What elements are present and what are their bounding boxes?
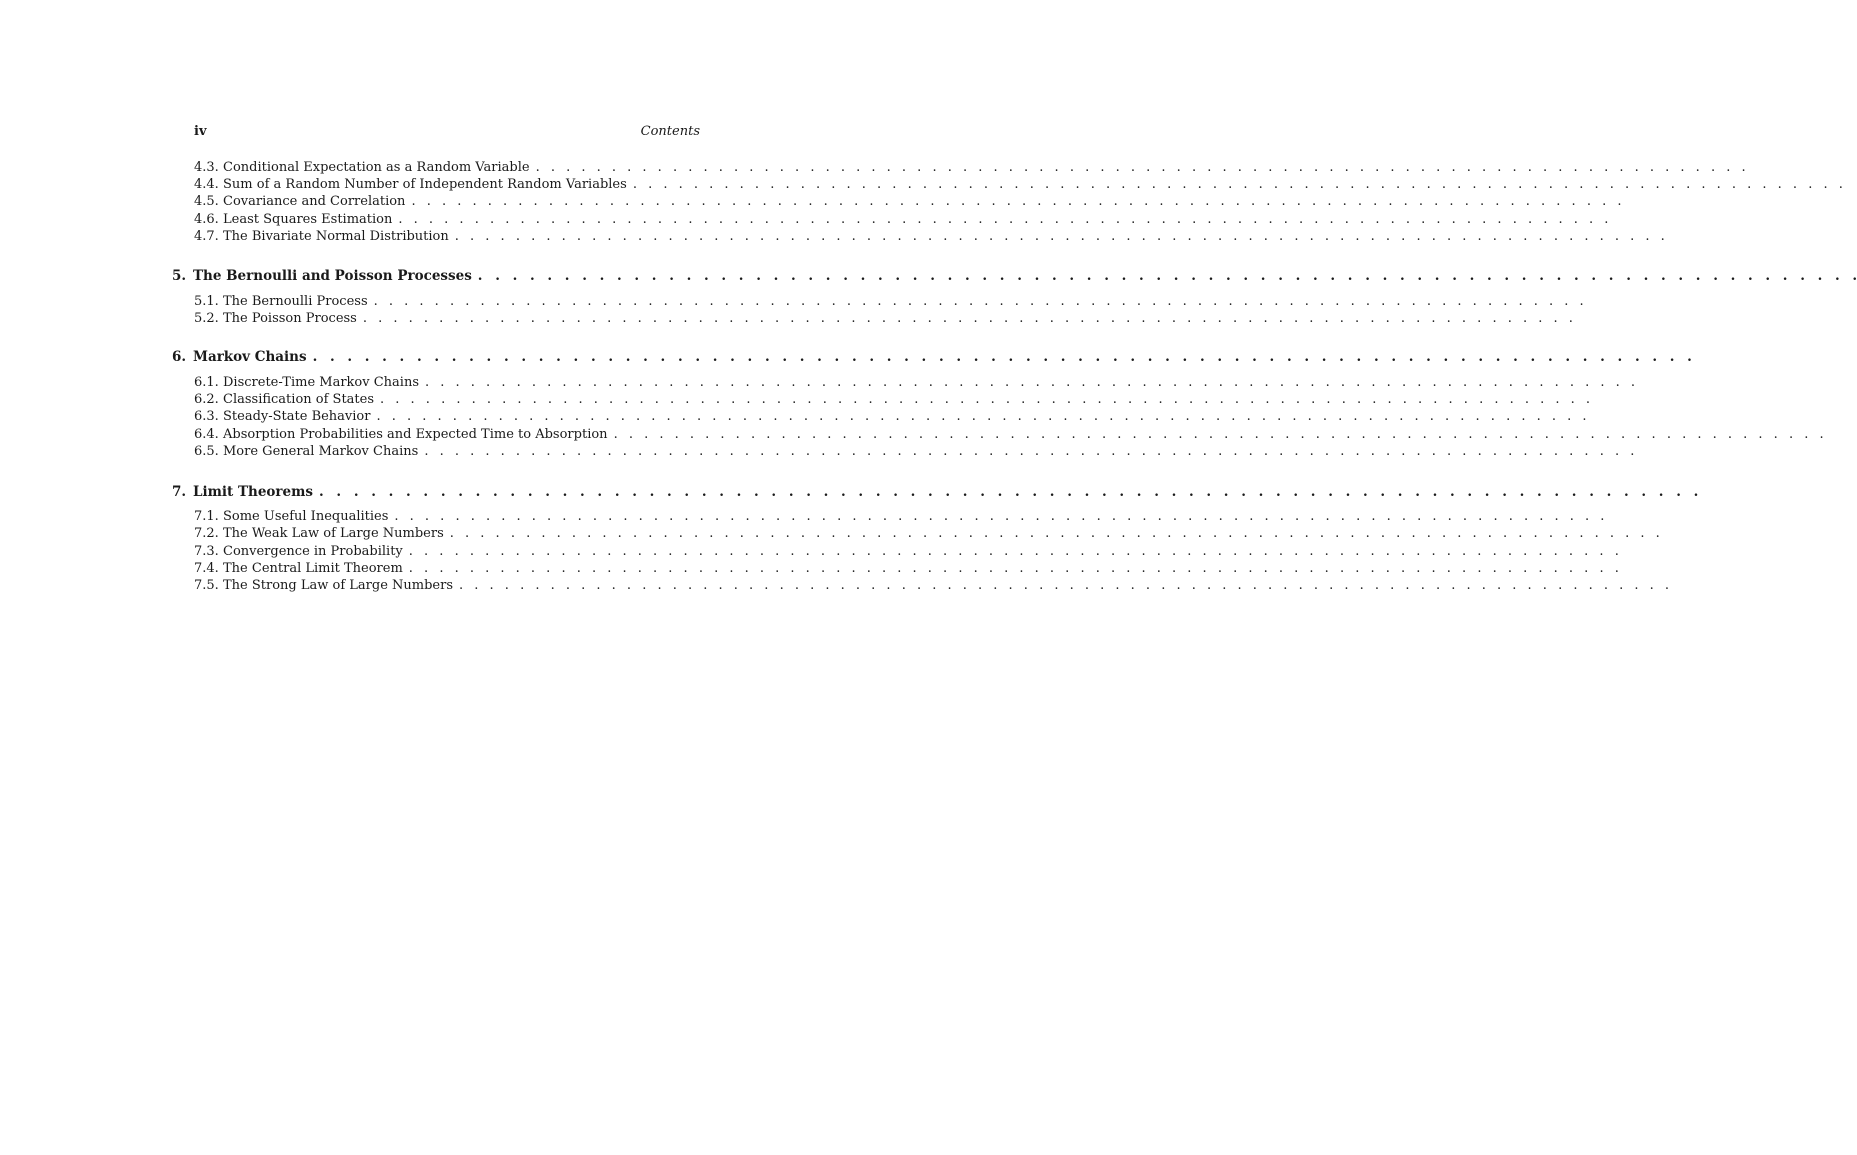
page-header (194, 124, 700, 142)
toc-section-entry[interactable] (194, 408, 1587, 425)
section-title: Absorption Probabilities and Expected Time to Absorption (223, 427, 608, 442)
dot-leader: . . . . . . . . . . . . . . . . . . . . . . . . . . . . . . . . . . . . . . . . . . . . . . . . . . . . . . . . . . . . . . . . . . . . . . . . . . . . . . . . (613, 427, 1824, 442)
dot-leader: . . . . . . . . . . . . . . . . . . . . . . . . . . . . . . . . . . . . . . . . . . . . . . . . . . . . . . . . . . . . . . . . . . . . . . . . . . . . . . . . (477, 268, 1857, 284)
toc-section-entry[interactable] (194, 560, 1619, 577)
toc-section-entry[interactable] (194, 577, 1670, 594)
section-number: 7.2. (194, 526, 219, 541)
section-title: The Bernoulli Process (223, 294, 368, 309)
section-number: 7.5. (194, 578, 219, 593)
dot-leader: . . . . . . . . . . . . . . . . . . . . . . . . . . . . . . . . . . . . . . . . . . . . . . . . . . . . . . . . . . . . . . . . . . . . . . . . . . . . . . . . (398, 212, 1609, 227)
chapter-number: 7. (172, 484, 187, 500)
dot-leader: . . . . . . . . . . . . . . . . . . . . . . . . . . . . . . . . . . . . . . . . . . . . . . . . . . . . . . . . . . . . . . . . . . . . . . . . . . . . . . . . (408, 561, 1619, 576)
toc-chapter-entry[interactable] (172, 268, 1857, 285)
chapter-title: Markov Chains (193, 349, 307, 365)
section-title: The Poisson Process (223, 311, 357, 326)
section-number: 7.3. (194, 544, 219, 559)
section-title: Least Squares Estimation (223, 212, 393, 227)
section-number: 6.3. (194, 409, 219, 424)
toc-section-entry[interactable] (194, 374, 1636, 391)
toc-chapter-entry[interactable] (172, 484, 1699, 501)
dot-leader: . . . . . . . . . . . . . . . . . . . . . . . . . . . . . . . . . . . . . . . . . . . . . . . . . . . . . . . . . . . . . . . . . . . . . . . . . . . . . . . . (362, 311, 1573, 326)
chapter-number: 6. (172, 349, 187, 365)
section-number: 4.7. (194, 229, 219, 244)
chapter-number: 5. (172, 268, 187, 284)
dot-leader: . . . . . . . . . . . . . . . . . . . . . . . . . . . . . . . . . . . . . . . . . . . . . . . . . . . . . . . . . . . . . . . . . . . . . . . . . . . . . . . . (632, 177, 1843, 192)
dot-leader: . . . . . . . . . . . . . . . . . . . . . . . . . . . . . . . . . . . . . . . . . . . . . . . . . . . . . . . . . . . . . . . . . . . . . . . . . . . . . . . . (408, 544, 1619, 559)
toc-section-entry[interactable] (194, 159, 1746, 176)
section-number: 7.1. (194, 509, 219, 524)
chapter-title: Limit Theorems (193, 484, 314, 500)
toc-section-entry[interactable] (194, 543, 1619, 560)
dot-leader: . . . . . . . . . . . . . . . . . . . . . . . . . . . . . . . . . . . . . . . . . . . . . . . . . . . . . . . . . . . . . . . . . . . . . . . . . . . . . . . . (380, 392, 1591, 407)
dot-leader: . . . . . . . . . . . . . . . . . . . . . . . . . . . . . . . . . . . . . . . . . . . . . . . . . . . . . . . . . . . . . . . . . . . . . . . . . . . . . . . . (425, 375, 1636, 390)
section-title: Conditional Expectation as a Random Variable (223, 160, 530, 175)
section-title: Classification of States (223, 392, 375, 407)
dot-leader: . . . . . . . . . . . . . . . . . . . . . . . . . . . . . . . . . . . . . . . . . . . . . . . . . . . . . . . . . . . . . . . . . . . . . . . . . . . . . . . . (411, 194, 1622, 209)
toc-section-entry[interactable] (194, 293, 1584, 310)
section-number: 5.2. (194, 311, 219, 326)
section-title: Some Useful Inequalities (223, 509, 389, 524)
section-title: The Central Limit Theorem (223, 561, 403, 576)
section-number: 6.4. (194, 427, 219, 442)
section-title: Convergence in Probability (223, 544, 403, 559)
dot-leader: . . . . . . . . . . . . . . . . . . . . . . . . . . . . . . . . . . . . . . . . . . . . . . . . . . . . . . . . . . . . . . . . . . . . . . . . . . . . . . . . (319, 484, 1699, 500)
section-title: Sum of a Random Number of Independent Random Variables (223, 177, 627, 192)
dot-leader: . . . . . . . . . . . . . . . . . . . . . . . . . . . . . . . . . . . . . . . . . . . . . . . . . . . . . . . . . . . . . . . . . . . . . . . . . . . . . . . . (535, 160, 1746, 175)
toc-section-entry[interactable] (194, 426, 1824, 443)
toc-section-entry[interactable] (194, 193, 1622, 210)
section-number: 6.2. (194, 392, 219, 407)
dot-leader: . . . . . . . . . . . . . . . . . . . . . . . . . . . . . . . . . . . . . . . . . . . . . . . . . . . . . . . . . . . . . . . . . . . . . . . . . . . . . . . . (312, 349, 1692, 365)
chapter-title: The Bernoulli and Poisson Processes (193, 268, 472, 284)
toc-chapter-entry[interactable] (172, 349, 1692, 366)
section-title: Steady-State Behavior (223, 409, 371, 424)
dot-leader: . . . . . . . . . . . . . . . . . . . . . . . . . . . . . . . . . . . . . . . . . . . . . . . . . . . . . . . . . . . . . . . . . . . . . . . . . . . . . . . . (424, 444, 1635, 459)
section-title: The Weak Law of Large Numbers (223, 526, 444, 541)
dot-leader: . . . . . . . . . . . . . . . . . . . . . . . . . . . . . . . . . . . . . . . . . . . . . . . . . . . . . . . . . . . . . . . . . . . . . . . . . . . . . . . . (449, 526, 1660, 541)
section-number: 4.5. (194, 194, 219, 209)
section-number: 6.5. (194, 444, 219, 459)
toc-section-entry[interactable] (194, 228, 1665, 245)
section-title: The Strong Law of Large Numbers (223, 578, 454, 593)
dot-leader: . . . . . . . . . . . . . . . . . . . . . . . . . . . . . . . . . . . . . . . . . . . . . . . . . . . . . . . . . . . . . . . . . . . . . . . . . . . . . . . . (454, 229, 1665, 244)
section-number: 7.4. (194, 561, 219, 576)
toc-section-entry[interactable] (194, 443, 1635, 460)
section-number: 4.4. (194, 177, 219, 192)
section-title: More General Markov Chains (223, 444, 419, 459)
toc-section-entry[interactable] (194, 176, 1843, 193)
page-number: iv (194, 124, 207, 139)
toc-section-entry[interactable] (194, 508, 1605, 525)
dot-leader: . . . . . . . . . . . . . . . . . . . . . . . . . . . . . . . . . . . . . . . . . . . . . . . . . . . . . . . . . . . . . . . . . . . . . . . . . . . . . . . . (394, 509, 1605, 524)
toc-section-entry[interactable] (194, 525, 1660, 542)
dot-leader: . . . . . . . . . . . . . . . . . . . . . . . . . . . . . . . . . . . . . . . . . . . . . . . . . . . . . . . . . . . . . . . . . . . . . . . . . . . . . . . . (376, 409, 1587, 424)
dot-leader: . . . . . . . . . . . . . . . . . . . . . . . . . . . . . . . . . . . . . . . . . . . . . . . . . . . . . . . . . . . . . . . . . . . . . . . . . . . . . . . . (459, 578, 1670, 593)
section-number: 5.1. (194, 294, 219, 309)
section-number: 6.1. (194, 375, 219, 390)
section-number: 4.3. (194, 160, 219, 175)
section-title: The Bivariate Normal Distribution (223, 229, 449, 244)
toc-section-entry[interactable] (194, 211, 1609, 228)
toc-section-entry[interactable] (194, 310, 1573, 327)
section-number: 4.6. (194, 212, 219, 227)
dot-leader: . . . . . . . . . . . . . . . . . . . . . . . . . . . . . . . . . . . . . . . . . . . . . . . . . . . . . . . . . . . . . . . . . . . . . . . . . . . . . . . . (373, 294, 1584, 309)
section-title: Discrete-Time Markov Chains (223, 375, 419, 390)
running-title: Contents (640, 124, 700, 139)
toc-section-entry[interactable] (194, 391, 1591, 408)
section-title: Covariance and Correlation (223, 194, 406, 209)
